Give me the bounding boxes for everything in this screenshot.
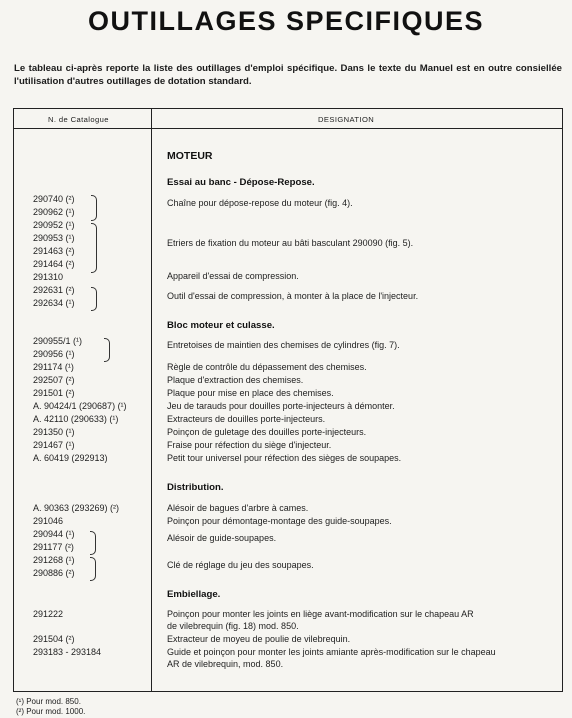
catalogue-number: 290740 (²)	[33, 194, 75, 204]
catalogue-number: 291046	[33, 516, 64, 526]
designation-text: Plaque pour mise en place des chemises.	[167, 388, 334, 398]
grouping-bracket	[90, 531, 96, 555]
catalogue-number: 291463 (²)	[33, 246, 75, 256]
group-title: Distribution.	[167, 482, 224, 493]
designation-text: Plaque d'extraction des chemises.	[167, 375, 304, 385]
group-title: Embiellage.	[167, 589, 221, 600]
column-header-designation: DESIGNATION	[318, 115, 375, 124]
grouping-bracket	[91, 195, 97, 221]
catalogue-number: A. 60419 (292913)	[33, 453, 108, 463]
catalogue-number: 291177 (²)	[33, 542, 74, 552]
designation-text: Appareil d'essai de compression.	[167, 271, 299, 281]
catalogue-number: 290962 (¹)	[33, 207, 75, 217]
grouping-bracket	[104, 338, 110, 362]
designation-text: Alésoir de bagues d'arbre à cames.	[167, 503, 309, 513]
catalogue-number: 290955/1 (¹)	[33, 336, 83, 346]
designation-text: Poinçon pour démontage-montage des guide-soupapes.	[167, 516, 392, 526]
footnote: (¹) Pour mod. 850.	[16, 697, 81, 706]
catalogue-number: 290953 (¹)	[33, 233, 75, 243]
designation-text: Fraise pour réfection du siège d'injecteur.	[167, 440, 332, 450]
catalogue-number: 291222	[33, 609, 64, 619]
page-title: OUTILLAGES SPECIFIQUES	[87, 6, 485, 36]
designation-text: Chaîne pour dépose-repose du moteur (fig. 4).	[167, 198, 353, 208]
catalogue-number: 290956 (¹)	[33, 349, 75, 359]
catalogue-number: 291501 (²)	[33, 388, 75, 398]
column-divider	[151, 108, 152, 692]
catalogue-number: 290944 (¹)	[33, 529, 75, 539]
designation-text: Outil d'essai de compression, à monter à la place de l'injecteur.	[167, 291, 419, 301]
section-title: MOTEUR	[167, 150, 213, 162]
catalogue-number: 290886 (²)	[33, 568, 75, 578]
group-title: Essai au banc - Dépose-Repose.	[167, 177, 315, 188]
catalogue-number: A. 90363 (293269) (²)	[33, 503, 120, 513]
catalogue-number: 290952 (¹)	[33, 220, 75, 230]
designation-text: Poinçon pour monter les joints en liège avant-modification sur le chapeau AR	[167, 609, 474, 619]
group-title: Bloc moteur et culasse.	[167, 320, 275, 331]
designation-text: Extracteur de moyeu de poulie de vilebrequin.	[167, 634, 351, 644]
catalogue-number: A. 90424/1 (290687) (¹)	[33, 401, 127, 411]
designation-text: Entretoises de maintien des chemises de cylindres (fig. 7).	[167, 340, 400, 350]
designation-text: Extracteurs de douilles porte-injecteurs.	[167, 414, 326, 424]
designation-text: Jeu de tarauds pour douilles porte-injecteurs à démonter.	[167, 401, 395, 411]
designation-text: Clé de réglage du jeu des soupapes.	[167, 560, 314, 570]
catalogue-number: 291310	[33, 272, 64, 282]
catalogue-number: 291504 (²)	[33, 634, 75, 644]
catalogue-number: 292507 (²)	[33, 375, 75, 385]
catalogue-number: 293183 - 293184	[33, 647, 102, 657]
footnote: (²) Pour mod. 1000.	[16, 707, 86, 716]
designation-text: Alésoir de guide-soupapes.	[167, 533, 277, 543]
column-header-catalogue: N. de Catalogue	[48, 115, 109, 124]
designation-text: Etriers de fixation du moteur au bâti basculant 290090 (fig. 5).	[167, 238, 414, 248]
grouping-bracket	[91, 223, 97, 273]
catalogue-number: 292634 (¹)	[33, 298, 75, 308]
catalogue-number: A. 42110 (290633) (¹)	[33, 414, 119, 424]
designation-text: de vilebrequin (fig. 18) mod. 850.	[167, 621, 299, 631]
designation-text: AR de vilebrequin, mod. 850.	[167, 659, 284, 669]
header-divider	[13, 128, 563, 129]
intro-paragraph: Le tableau ci-après reporte la liste des outillages d'emploi spécifique. Dans le texte du Manuel est en outre consiellée l'utilisation d'autres outillages de dotation standard.	[14, 63, 562, 87]
designation-text: Guide et poinçon pour monter les joints amiante après-modification sur le chapeau	[167, 647, 496, 657]
catalogue-number: 292631 (²)	[33, 285, 75, 295]
catalogue-number: 291467 (¹)	[33, 440, 75, 450]
designation-text: Poinçon de guletage des douilles porte-injecteurs.	[167, 427, 367, 437]
designation-text: Règle de contrôle du dépassement des chemises.	[167, 362, 367, 372]
grouping-bracket	[90, 557, 96, 581]
grouping-bracket	[91, 287, 97, 311]
catalogue-number: 291464 (²)	[33, 259, 75, 269]
catalogue-number: 291350 (¹)	[33, 427, 75, 437]
designation-text: Petit tour universel pour réfection des sièges de soupapes.	[167, 453, 402, 463]
catalogue-number: 291174 (¹)	[33, 362, 74, 372]
catalogue-number: 291268 (¹)	[33, 555, 75, 565]
